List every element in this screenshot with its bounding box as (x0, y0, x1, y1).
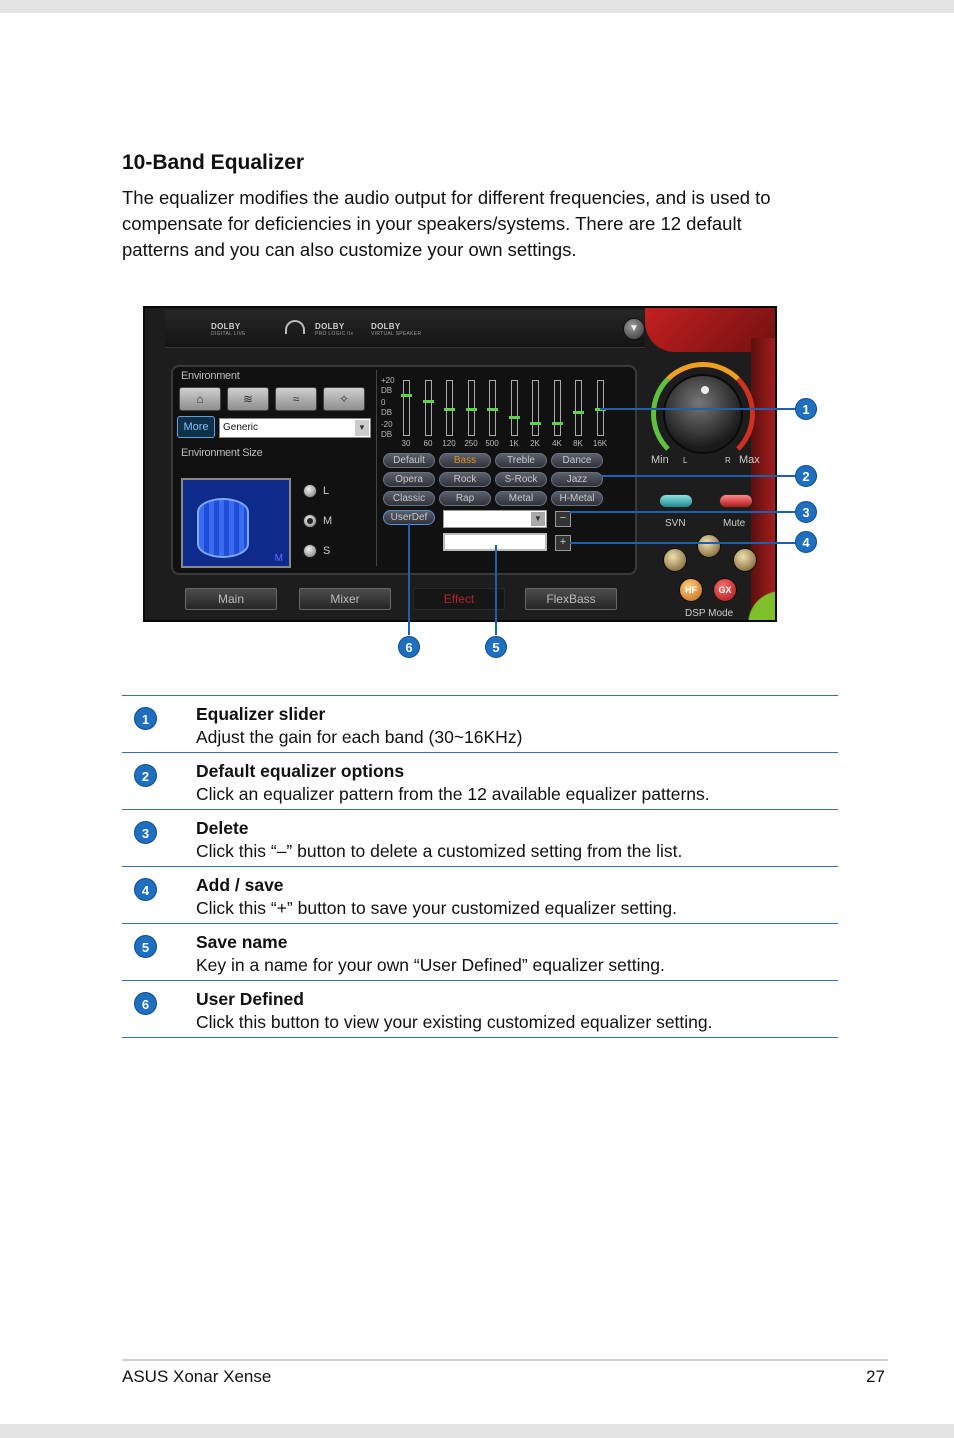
legend-badge: 5 (134, 935, 157, 958)
dsp-music-button[interactable] (697, 534, 721, 558)
dsp-game-button[interactable] (663, 548, 687, 572)
legend-desc: Click this “+” button to save your customized equalizer setting. (196, 898, 677, 918)
callout-badge-2: 2 (795, 465, 817, 487)
legend-badge: 4 (134, 878, 157, 901)
chevron-down-icon[interactable]: ▼ (531, 512, 545, 526)
db-label: -20 (381, 420, 393, 429)
db-label: DB (381, 386, 393, 395)
eq-preset-default[interactable]: Default (383, 453, 435, 468)
size-label-s: S (323, 545, 331, 557)
legend-badge: 3 (134, 821, 157, 844)
eq-slider-knob[interactable] (552, 422, 563, 425)
tab-main[interactable]: Main (185, 588, 277, 610)
eq-frequency-label: 120 (442, 439, 456, 448)
legend-desc: Click this “–” button to delete a customized setting from the list. (196, 841, 683, 861)
db-label: DB (381, 430, 393, 439)
eq-slider-knob[interactable] (444, 408, 455, 411)
legend-desc: Adjust the gain for each band (30~16KHz) (196, 727, 523, 747)
svn-label: SVN (665, 518, 686, 529)
db-label: 0 (381, 398, 386, 407)
svn-button[interactable] (659, 494, 693, 508)
callout-line-3 (570, 511, 796, 513)
eq-preset-h-metal[interactable]: H-Metal (551, 491, 603, 506)
eq-preset-bass[interactable]: Bass (439, 453, 491, 468)
environment-size-label: Environment Size (181, 447, 263, 459)
section-heading: 10-Band Equalizer (122, 151, 305, 174)
legend-desc: Click this button to view your existing customized equalizer setting. (196, 1012, 713, 1032)
page-number: 27 (866, 1367, 885, 1386)
legend-row (122, 867, 838, 924)
environment-size-preview (181, 478, 291, 568)
eq-slider-track[interactable] (532, 380, 539, 436)
more-button[interactable]: More (177, 416, 215, 438)
legend-row (122, 696, 838, 753)
legend-badge: 6 (134, 992, 157, 1015)
eq-slider-track[interactable] (511, 380, 518, 436)
mute-label: Mute (723, 518, 746, 529)
eq-slider-track[interactable] (554, 380, 561, 436)
legend-title: Equalizer slider (196, 704, 326, 724)
legend-title: Default equalizer options (196, 761, 405, 781)
mute-button[interactable] (719, 494, 753, 508)
size-radio-l[interactable] (303, 484, 317, 498)
user-setting-select[interactable] (443, 510, 547, 528)
eq-frequency-label: 60 (423, 439, 433, 448)
dolby-logo-1: DOLBY DIGITAL LIVE (211, 322, 246, 337)
eq-preset-opera[interactable]: Opera (383, 472, 435, 487)
gx-button[interactable]: GX (713, 578, 737, 602)
environment-select[interactable] (219, 418, 371, 438)
env-preset-button-2[interactable]: ≋ (227, 387, 269, 411)
room-shape-icon (197, 498, 249, 558)
callout-badge-1: 1 (795, 398, 817, 420)
size-mark: M (274, 553, 283, 564)
hf-button[interactable]: HF (679, 578, 703, 602)
legend-badge: 2 (134, 764, 157, 787)
tab-mixer[interactable]: Mixer (299, 588, 391, 610)
env-preset-button-1[interactable]: ⌂ (179, 387, 221, 411)
eq-slider-track[interactable] (575, 380, 582, 436)
callout-line-2 (600, 475, 796, 477)
eq-preset-rock[interactable]: Rock (439, 472, 491, 487)
audio-center-panel (143, 306, 777, 622)
chevron-down-icon[interactable]: ▼ (355, 420, 369, 436)
eq-frequency-label: 500 (485, 439, 499, 448)
callout-line-6 (408, 523, 410, 635)
eq-frequency-label: 1K (509, 439, 519, 448)
add-save-button[interactable]: + (555, 535, 571, 551)
callout-badge-6: 6 (398, 636, 420, 658)
volume-knob[interactable] (663, 374, 743, 454)
legend-desc: Click an equalizer pattern from the 12 available equalizer patterns. (196, 784, 710, 804)
eq-frequency-label: 16K (592, 439, 608, 448)
userdef-button[interactable]: UserDef (383, 510, 435, 525)
eq-slider-track[interactable] (403, 380, 410, 436)
size-radio-m[interactable] (303, 514, 317, 528)
legend-row (122, 810, 838, 867)
headphone-icon (285, 320, 305, 334)
footer-rule (122, 1359, 888, 1361)
legend-badge: 1 (134, 707, 157, 730)
eq-slider-knob[interactable] (487, 408, 498, 411)
size-radio-s[interactable] (303, 544, 317, 558)
tab-flexbass[interactable]: FlexBass (525, 588, 617, 610)
eq-slider-knob[interactable] (423, 400, 434, 403)
eq-slider-knob[interactable] (530, 422, 541, 425)
panel-header (165, 310, 645, 348)
dsp-mode-label: DSP Mode (685, 608, 734, 619)
env-preset-button-3[interactable]: ≈ (275, 387, 317, 411)
dolby-logo-3: DOLBY VIRTUAL SPEAKER (371, 322, 422, 337)
section-intro: The equalizer modifies the audio output for different frequencies, and is used to compensate for deficiencies in your speakers/systems. There are 12 default patterns and you can also customize your own settings. (122, 187, 771, 260)
footer-product: ASUS Xonar Xense (122, 1367, 272, 1386)
eq-preset-treble[interactable]: Treble (495, 453, 547, 468)
eq-slider-knob[interactable] (573, 411, 584, 414)
legend-row (122, 753, 838, 810)
tab-effect[interactable]: Effect (413, 588, 505, 610)
collapse-button[interactable]: ▼ (623, 318, 645, 340)
eq-frequency-label: 8K (573, 439, 583, 448)
left-channel-label: L (683, 456, 688, 465)
callout-line-1 (600, 408, 796, 410)
eq-preset-rap[interactable]: Rap (439, 491, 491, 506)
eq-frequency-label: 2K (530, 439, 540, 448)
legend-row (122, 981, 838, 1038)
eq-frequency-label: 30 (401, 439, 411, 448)
legend-table (122, 695, 838, 1038)
eq-preset-dance[interactable]: Dance (551, 453, 603, 468)
legend-row (122, 924, 838, 981)
callout-badge-3: 3 (795, 501, 817, 523)
eq-frequency-label: 4K (552, 439, 562, 448)
eq-frequency-label: 250 (464, 439, 478, 448)
eq-preset-s-rock[interactable]: S-Rock (495, 472, 547, 487)
max-label: Max (739, 454, 760, 466)
size-label-m: M (323, 515, 333, 527)
dsp-movie-button[interactable] (733, 548, 757, 572)
db-label: +20 (381, 376, 395, 385)
legend-title: Delete (196, 818, 249, 838)
eq-preset-metal[interactable]: Metal (495, 491, 547, 506)
eq-slider-track[interactable] (425, 380, 432, 436)
red-side-decor (751, 338, 777, 622)
green-corner-decor (741, 588, 777, 622)
callout-badge-5: 5 (485, 636, 507, 658)
knob-indicator (701, 386, 709, 394)
legend-title: User Defined (196, 989, 304, 1009)
right-channel-label: R (725, 456, 731, 465)
dolby-logo-2: DOLBY PRO LOGIC IIx (315, 322, 354, 337)
delete-button[interactable]: − (555, 511, 571, 527)
legend-title: Add / save (196, 875, 284, 895)
legend-title: Save name (196, 932, 288, 952)
eq-preset-classic[interactable]: Classic (383, 491, 435, 506)
eq-slider-knob[interactable] (509, 416, 520, 419)
size-label-l: L (323, 485, 330, 497)
env-preset-button-4[interactable]: ✧ (323, 387, 365, 411)
callout-line-4 (570, 542, 796, 544)
eq-slider-knob[interactable] (401, 394, 412, 397)
environment-label: Environment (181, 370, 240, 382)
eq-slider-knob[interactable] (466, 408, 477, 411)
panel-divider (376, 370, 377, 566)
bottom-band (0, 1424, 954, 1438)
callout-badge-4: 4 (795, 531, 817, 553)
eq-preset-jazz[interactable]: Jazz (551, 472, 603, 487)
callout-line-5 (495, 545, 497, 635)
environment-select-value: Generic (223, 422, 259, 433)
db-label: DB (381, 408, 393, 417)
min-label: Min (651, 454, 669, 466)
top-band (0, 0, 954, 13)
legend-desc: Key in a name for your own “User Defined” equalizer setting. (196, 955, 665, 975)
